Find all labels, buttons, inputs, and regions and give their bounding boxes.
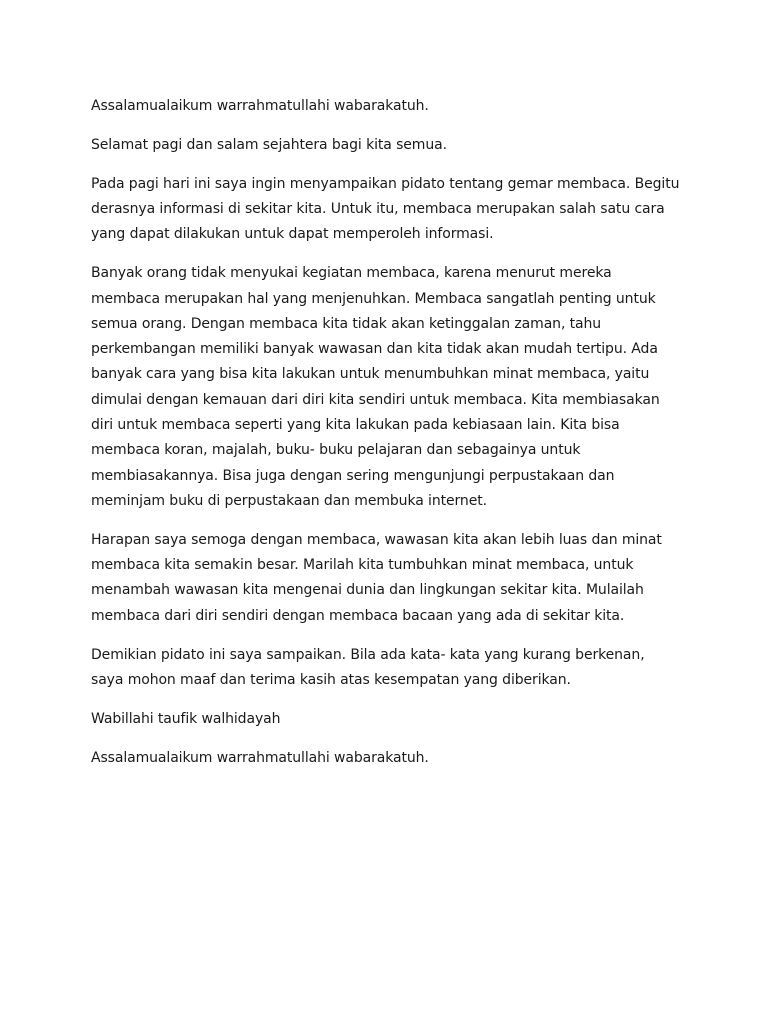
paragraph-closing: Demikian pidato ini saya sampaikan. Bila ada kata- kata yang kurang berkenan, saya mohon maaf dan terima kasih atas kesempatan yang diberikan. (91, 646, 645, 688)
paragraph-hope: Harapan saya semoga dengan membaca, wawasan kita akan lebih luas dan minat membaca kita semakin besar. Marilah kita tumbuhkan minat membaca, untuk menambah wawasan kita mengenai dunia dan lingkungan sekitar kita. Mulailah membaca dari diri sendiri dengan membaca bacaan yang ada di sekitar kita. (91, 531, 662, 624)
paragraph-introduction: Pada pagi hari ini saya ingin menyampaikan pidato tentang gemar membaca. Begitu derasnya informasi di sekitar kita. Untuk itu, membaca merupakan salah satu cara yang dapat dilakukan untuk dapat memperoleh informasi. (91, 175, 680, 243)
greeting-opening: Assalamualaikum warrahmatullahi wabarakatuh. (91, 98, 429, 114)
greeting-closing: Assalamualaikum warrahmatullahi wabarakatuh. (91, 749, 429, 766)
paragraph-body: Banyak orang tidak menyukai kegiatan membaca, karena menurut mereka membaca merupakan hal yang menjenuhkan. Membaca sangatlah penting untuk semua orang. Dengan membaca kita tidak akan ketinggalan zaman, tahu perkembangan memiliki banyak wawasan dan kita tidak akan mudah tertipu. Ada banyak cara yang bisa kita lakukan untuk menumbuhkan minat membaca, yaitu dimulai dengan kemauan dari diri kita sendiri untuk membaca. Kita membiasakan diri untuk membaca seperti yang kita lakukan pada kebiasaan lain. Kita bisa membaca koran, majalah, buku- buku pelajaran dan sebagainya untuk membiasakannya. Bisa juga dengan sering mengunjungi perpustakaan dan meminjam buku di perpustakaan dan membuka internet. (91, 265, 660, 509)
document-page (91, 94, 681, 785)
greeting-morning: Selamat pagi dan salam sejahtera bagi kita semua. (91, 136, 447, 153)
closing-phrase: Wabillahi taufik walhidayah (91, 710, 281, 727)
